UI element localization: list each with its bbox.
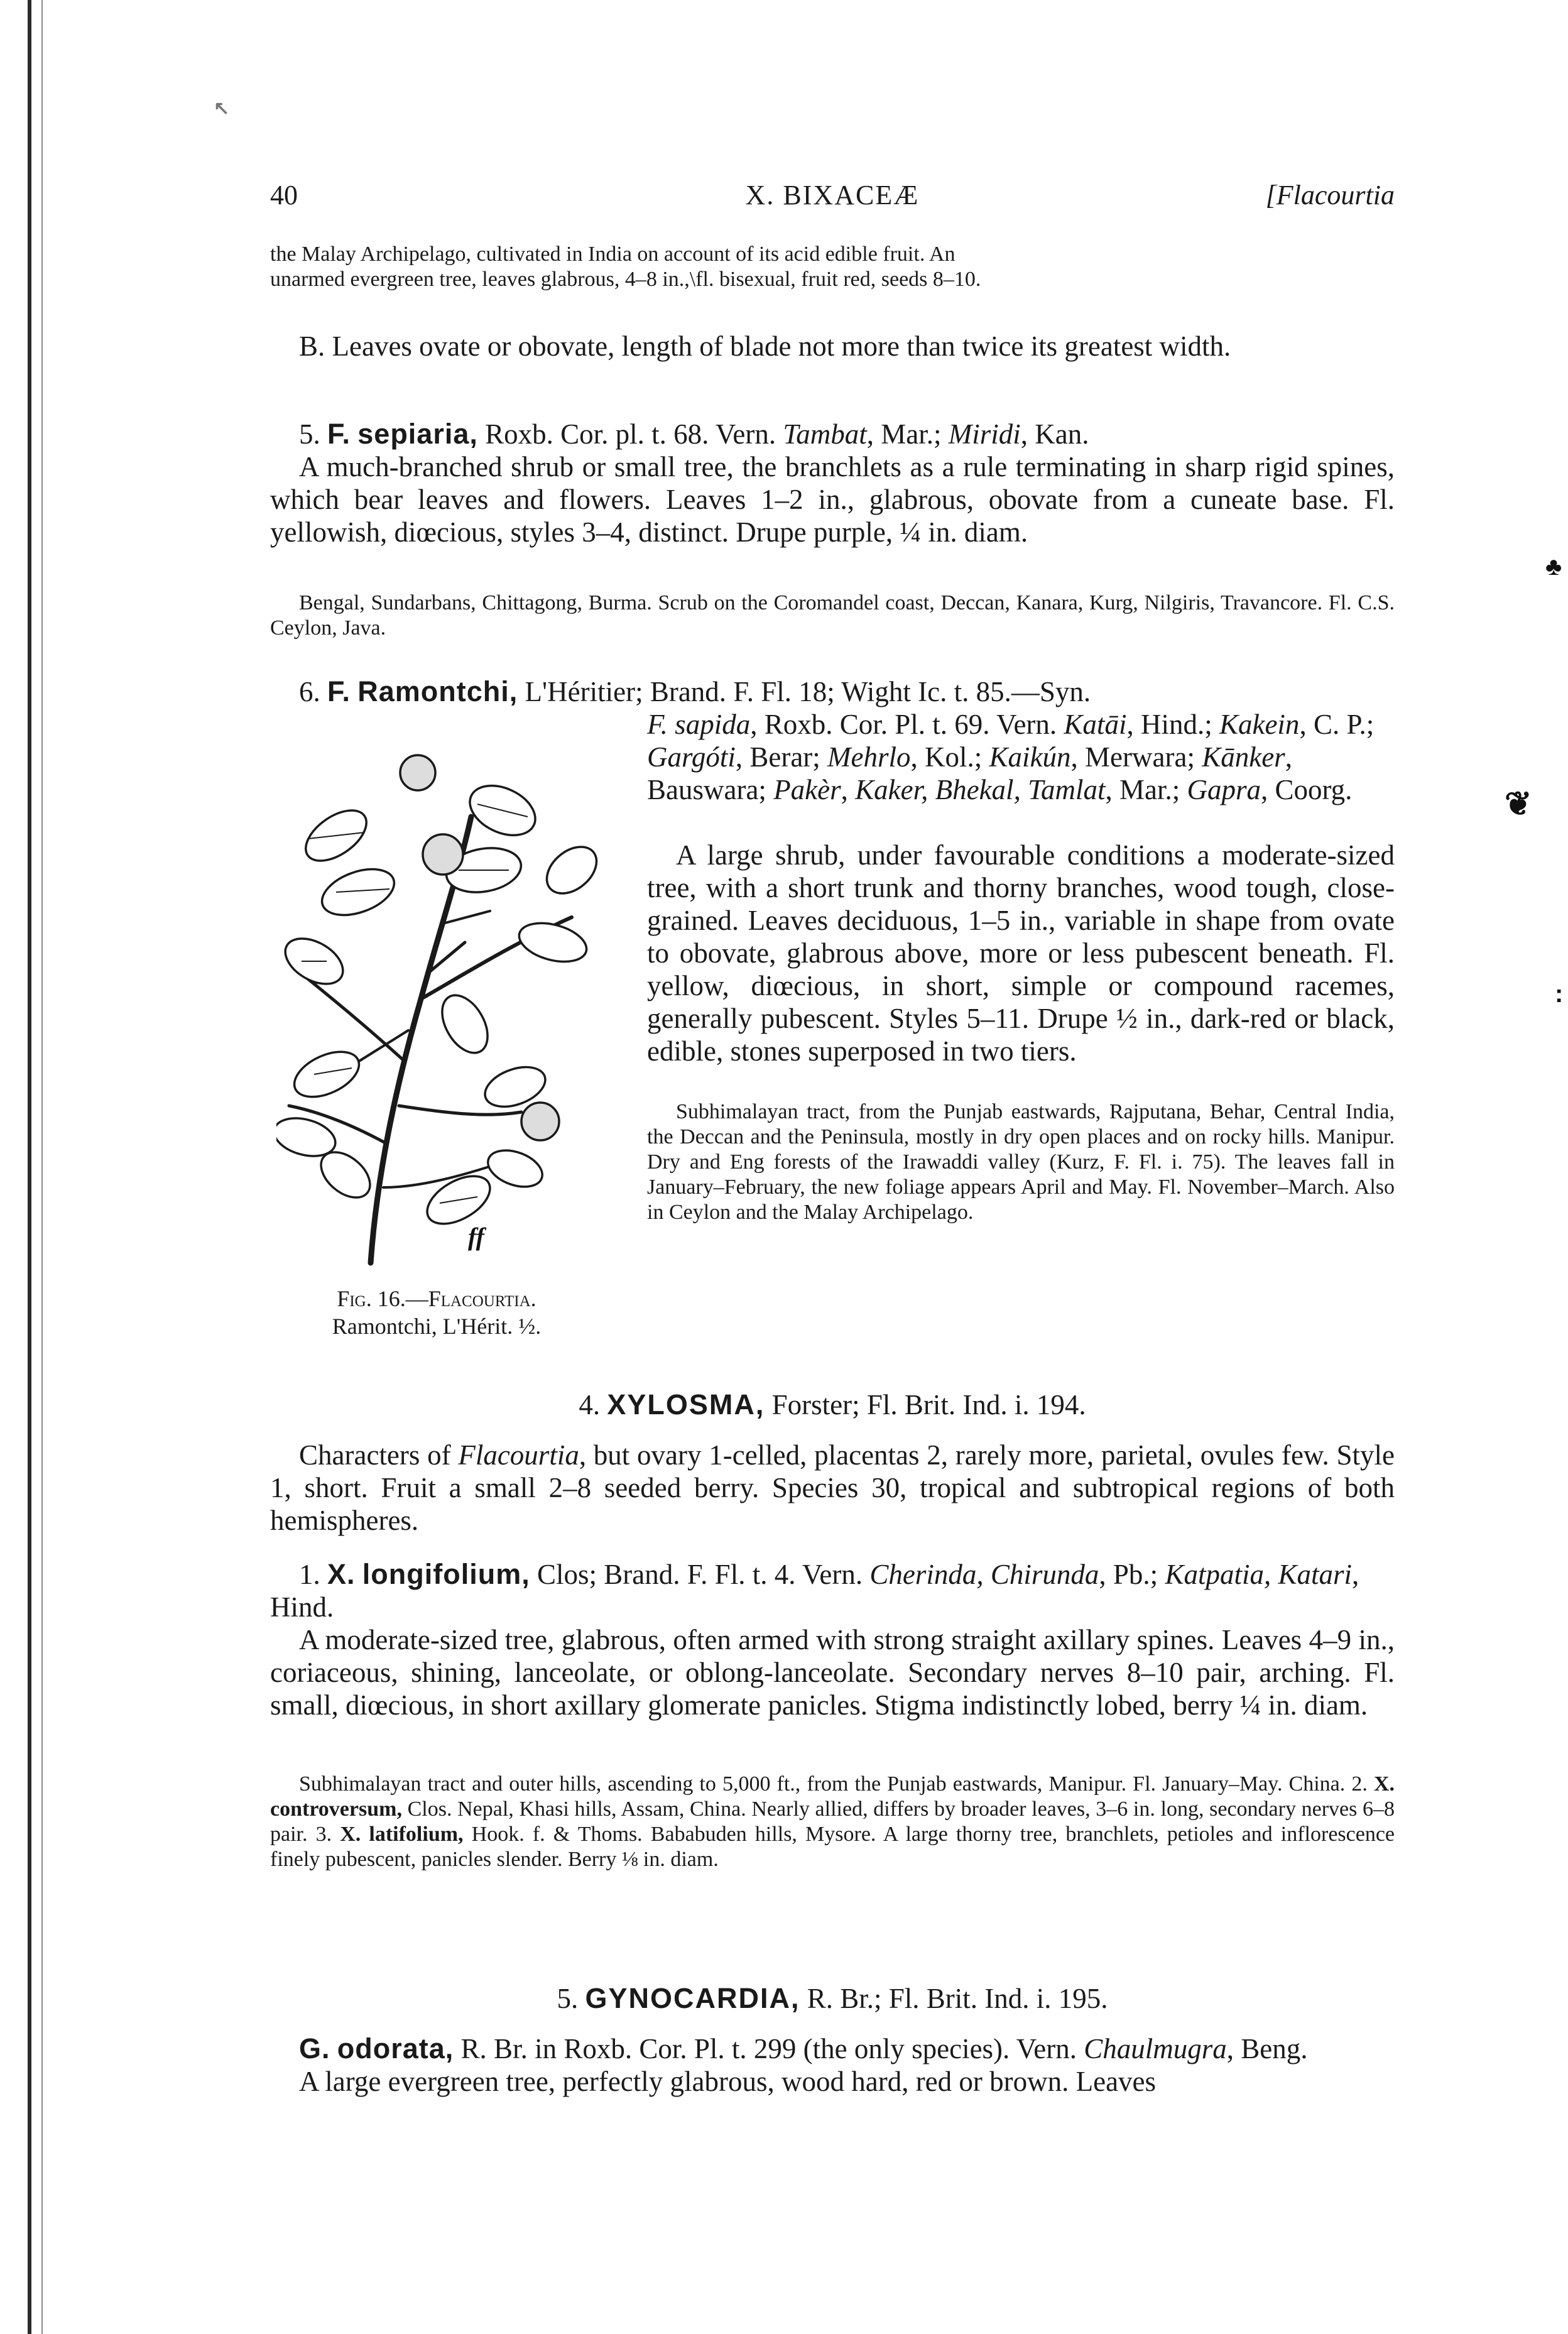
fruit-1 — [400, 755, 435, 790]
longifolium-dist-a: Subhimalayan tract and outer hills, ascending to 5,000 ft., from the Punjab eastwards, Manipur. Fl. January–May. China. 2. — [299, 1772, 1374, 1796]
sepiaria-vern-1: Tambat — [783, 418, 867, 450]
ramontchi-vern-h: Kaker, Bhekal, Tamlat — [855, 774, 1106, 805]
fruit-3 — [521, 1103, 559, 1140]
leaf-8 — [433, 988, 497, 1061]
ramontchi-citation-b: , Roxb. Cor. Pl. t. 69. Vern. — [750, 709, 1064, 740]
ramontchi-vern-b-loc: , C. P.; — [1299, 709, 1375, 740]
ramontchi-vern-a: Katāi — [1064, 709, 1127, 740]
longifolium-number: 1. — [299, 1559, 320, 1590]
odorata-name: odorata, — [337, 2032, 454, 2064]
ramontchi-vern-f-loc: , Bauswara; — [647, 741, 1292, 805]
xylosma-characters — [270, 1439, 1395, 1537]
branch-illustration — [276, 735, 603, 1282]
odorata-genus: G. — [299, 2032, 330, 2064]
ramontchi-vern-g-loc: , — [841, 774, 856, 805]
odorata-citation: R. Br. in Roxb. Cor. Pl. t. 299 (the only species). Vern. — [454, 2033, 1084, 2064]
figure-caption — [270, 1285, 603, 1340]
longifolium-distribution — [270, 1772, 1395, 1872]
ramontchi-description: A large shrub, under favourable conditions a moderate-sized tree, with a short trunk and thorny branches, wood tough, close-grained. Leaves deciduous, 1–5 in., variable in shape from ovate to obovate, glabrous above, more or less pubescent beneath. Fl. yellow, diœcious, in short, simple or compound racemes, generally pubescent. Styles 5–11. Drupe ½ in., dark-red or black, edible, stones superposed in two tiers. — [647, 839, 1395, 1067]
margin-mark-4: : — [1555, 980, 1564, 1008]
xylosma-characters-ref: Flacourtia — [458, 1439, 579, 1471]
ramontchi-vern-e: Kaikún — [989, 741, 1071, 773]
ramontchi-citation-a: L'Héritier; Brand. F. Fl. 18; Wight Ic. t. 85.—Syn. — [518, 676, 1091, 707]
xylosma-heading — [270, 1388, 1395, 1421]
sepiaria-heading — [270, 418, 1395, 450]
controversum-name: X. controversum, — [270, 1772, 1395, 1821]
ramontchi-heading — [270, 675, 1395, 708]
sepiaria-citation: Roxb. Cor. pl. t. 68. Vern. — [477, 418, 783, 450]
longifolium-vern-1: Cherinda, Chirunda — [869, 1559, 1099, 1590]
ramontchi-vern-e-loc: , Merwara; — [1070, 741, 1202, 773]
gynocardia-genus: GYNOCARDIA, — [585, 1982, 800, 2014]
figure-caption-line-1: Fig. 16.—Flacourtia. — [337, 1286, 536, 1311]
sepiaria-number: 5. — [299, 418, 320, 450]
gynocardia-citation: R. Br.; Fl. Brit. Ind. i. 195. — [800, 1983, 1108, 2014]
figure-flacourtia-ramontchi — [276, 735, 603, 1282]
sepiaria-genus: F. — [327, 418, 351, 450]
sepiaria-vern-2: Miridi — [948, 418, 1021, 450]
continuation-line-2: unarmed evergreen tree, leaves glabrous, 4–8 in.,\fl. bisexual, fruit red, seeds 8–10. — [270, 268, 981, 291]
sepiaria-vern-2-loc: , Kan. — [1020, 418, 1089, 450]
longifolium-vern-2-loc: , Hind. — [270, 1559, 1359, 1623]
gynocardia-heading — [270, 1982, 1395, 2015]
latifolium-name: X. latifolium, — [340, 1823, 464, 1846]
sepiaria-name: sepiaria, — [357, 418, 478, 450]
gynocardia-number: 5. — [557, 1983, 579, 2014]
ramontchi-synonymy — [647, 708, 1395, 806]
ramontchi-vern-d-loc: , Kol.; — [910, 741, 989, 773]
longifolium-vern-2: Katpatia, Katari — [1165, 1559, 1352, 1590]
longifolium-genus: X. — [327, 1558, 356, 1590]
odorata-vern: Chaulmugra — [1084, 2033, 1227, 2064]
fruit-2 — [423, 834, 463, 875]
odorata-description: A large evergreen tree, perfectly glabrous, wood hard, red or brown. Leaves — [299, 2066, 1157, 2097]
page-number: 40 — [270, 180, 298, 210]
odorata-vern-loc: , Beng. — [1226, 2033, 1308, 2064]
ramontchi-distribution: Subhimalayan tract, from the Punjab eastwards, Rajputana, Behar, Central India, the Deccan and the Peninsula, mostly in dry open places and on rocky hills. Manipur. Dry and Eng forests of the Irawaddi valley (Kurz, F. Fl. i. 75). The leaves fall in January–February, the new foliage appears April and May. Fl. November–March. Also in Ceylon and the Malay Archipelago. — [647, 1100, 1395, 1224]
page-title: X. BIXACEÆ — [745, 180, 920, 210]
longifolium-dist-b: Clos. Nepal, Khasi hills, Assam, China. Nearly allied, differs by broader leaves, 3–6 in. long, secondary nerves 6–8 pair. 3. — [270, 1797, 1395, 1846]
sepiaria-distribution: Bengal, Sundarbans, Chittagong, Burma. Scrub on the Coromandel coast, Deccan, Kanara, Kurg, Nilgiris, Travancore. Fl. C.S. Ceylon, Java. — [270, 591, 1395, 640]
ramontchi-vern-a-loc: , Hind.; — [1126, 709, 1219, 740]
sepiaria-vern-1-loc: , Mar.; — [866, 418, 949, 450]
longifolium-dist-c: Hook. f. & Thoms. Bababuden hills, Mysore. A large thorny tree, branchlets, petioles and inflorescence finely pubescent, panicles slender. Berry ⅛ in. diam. — [270, 1823, 1395, 1871]
ramontchi-vern-c: Gargóti — [647, 741, 736, 773]
longifolium-vern-1-loc: , Pb.; — [1099, 1559, 1165, 1590]
ramontchi-vern-c-loc: , Berar; — [735, 741, 828, 773]
leaf-2 — [316, 860, 401, 924]
ramontchi-vern-i-loc: , Coorg. — [1260, 774, 1353, 805]
leaf-6 — [515, 917, 591, 969]
species-sepiaria — [270, 418, 1395, 548]
running-head: [Flacourtia — [1265, 180, 1395, 210]
ramontchi-vern-d: Mehrlo — [827, 741, 911, 773]
xylosma-characters-rest: , but ovary 1-celled, placentas 2, rarely more, parietal, ovules few. Style 1, short. Fruit a small 2–8 seeded berry. Species 30, tropical and subtropical regions of both hemispheres. — [270, 1439, 1395, 1536]
longifolium-description: A moderate-sized tree, glabrous, often armed with strong straight axillary spines. Leaves 4–9 in., coriaceous, shining, lanceolate, or oblong-lanceolate. Secondary nerves 8–10 pair, arching. Fl. small, diœcious, in short axillary glomerate panicles. Stigma indistinctly lobed, berry ¼ in. diam. — [270, 1624, 1395, 1721]
ramontchi-name: Ramontchi, — [357, 675, 518, 707]
xylosma-citation: Forster; Fl. Brit. Ind. i. 194. — [765, 1389, 1086, 1421]
ramontchi-vern-b: Kakein — [1219, 709, 1300, 740]
sepiaria-description: A much-branched shrub or small tree, the branchlets as a rule terminating in sharp rigid spines, which bear leaves and flowers. Leaves 1–2 in., glabrous, obovate from a cuneate base. Fl. yellowish, diœcious, styles 3–4, distinct. Drupe purple, ¼ in. diam. — [270, 451, 1395, 548]
longifolium-citation: Clos; Brand. F. Fl. t. 4. Vern. — [530, 1559, 870, 1590]
margin-mark-1: ↖ — [214, 98, 230, 119]
ramontchi-vern-i: Gapra — [1187, 774, 1261, 805]
continuation-line-1: the Malay Archipelago, cultivated in India on account of its acid edible fruit. An — [270, 243, 956, 266]
leaf-9 — [287, 1043, 366, 1106]
leaf-5 — [538, 837, 603, 903]
species-longifolium — [270, 1558, 1395, 1721]
continuation-text — [270, 242, 1395, 292]
figure-caption-line-2: Ramontchi, L'Hérit. ½. — [332, 1314, 542, 1339]
ramontchi-genus: F. — [327, 675, 351, 707]
figure-mark: ff — [468, 1223, 484, 1251]
ramontchi-vern-f: Kānker — [1202, 741, 1285, 773]
xylosma-number: 4. — [579, 1389, 601, 1421]
ramontchi-number: 6. — [299, 676, 320, 707]
leaf-14 — [483, 1143, 547, 1194]
longifolium-name: longifolium, — [362, 1558, 530, 1590]
page-edge-shadow — [41, 0, 43, 2334]
margin-mark-3: ❦ — [1505, 786, 1532, 822]
species-odorata — [270, 2032, 1395, 2098]
xylosma-characters-lead: Characters of — [299, 1439, 459, 1471]
margin-mark-2: ♣ — [1545, 553, 1562, 581]
running-header — [270, 179, 1395, 217]
ramontchi-vern-g: Pakèr — [773, 774, 841, 805]
page-edge — [28, 0, 31, 2334]
ramontchi-syn: F. sapida — [647, 709, 751, 740]
ramontchi-vern-h-loc: , Mar.; — [1105, 774, 1187, 805]
xylosma-genus: XYLOSMA, — [607, 1388, 765, 1421]
section-b: B. Leaves ovate or obovate, length of blade not more than twice its greatest width. — [299, 330, 1231, 362]
